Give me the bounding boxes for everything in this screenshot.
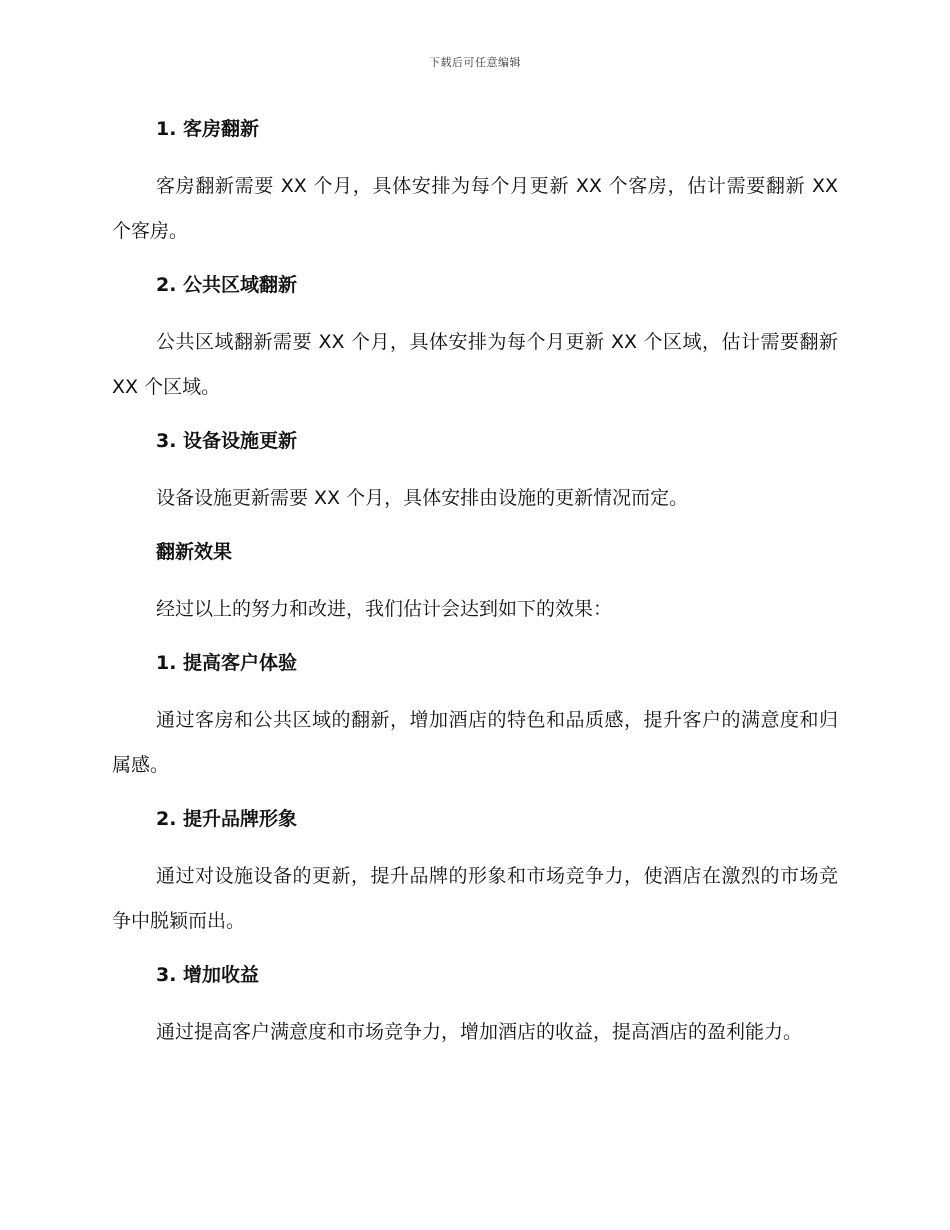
section-heading-renovation-effect: 翻新效果 bbox=[156, 541, 233, 563]
section-heading-room-renovation: 1. 客房翻新 bbox=[156, 118, 260, 140]
paragraph-customer-experience: 通过客房和公共区域的翻新，增加酒店的特色和品质感，提升客户的满意度和归属感。 bbox=[112, 709, 838, 776]
page-header: 下载后可任意编辑 bbox=[429, 56, 521, 69]
document-body bbox=[112, 110, 838, 1055]
section-heading-brand-image: 2. 提升品牌形象 bbox=[156, 808, 298, 830]
section-heading-customer-experience: 1. 提高客户体验 bbox=[156, 652, 298, 674]
section-heading-equipment-update: 3. 设备设施更新 bbox=[156, 430, 298, 452]
section-heading-public-area-renovation: 2. 公共区域翻新 bbox=[156, 274, 298, 296]
paragraph-room-renovation: 客房翻新需要 XX 个月，具体安排为每个月更新 XX 个客房，估计需要翻新 XX 个客房。 bbox=[112, 175, 838, 242]
paragraph-brand-image: 通过对设施设备的更新，提升品牌的形象和市场竞争力，使酒店在激烈的市场竞争中脱颖而出。 bbox=[112, 865, 838, 932]
paragraph-equipment-update: 设备设施更新需要 XX 个月，具体安排由设施的更新情况而定。 bbox=[156, 487, 689, 509]
paragraph-public-area-renovation: 公共区域翻新需要 XX 个月，具体安排为每个月更新 XX 个区域，估计需要翻新 XX 个区域。 bbox=[112, 331, 838, 398]
section-heading-increase-revenue: 3. 增加收益 bbox=[156, 964, 260, 986]
paragraph-increase-revenue: 通过提高客户满意度和市场竞争力，增加酒店的收益，提高酒店的盈利能力。 bbox=[156, 1021, 803, 1043]
paragraph-renovation-effect: 经过以上的努力和改进，我们估计会达到如下的效果： bbox=[156, 598, 613, 620]
